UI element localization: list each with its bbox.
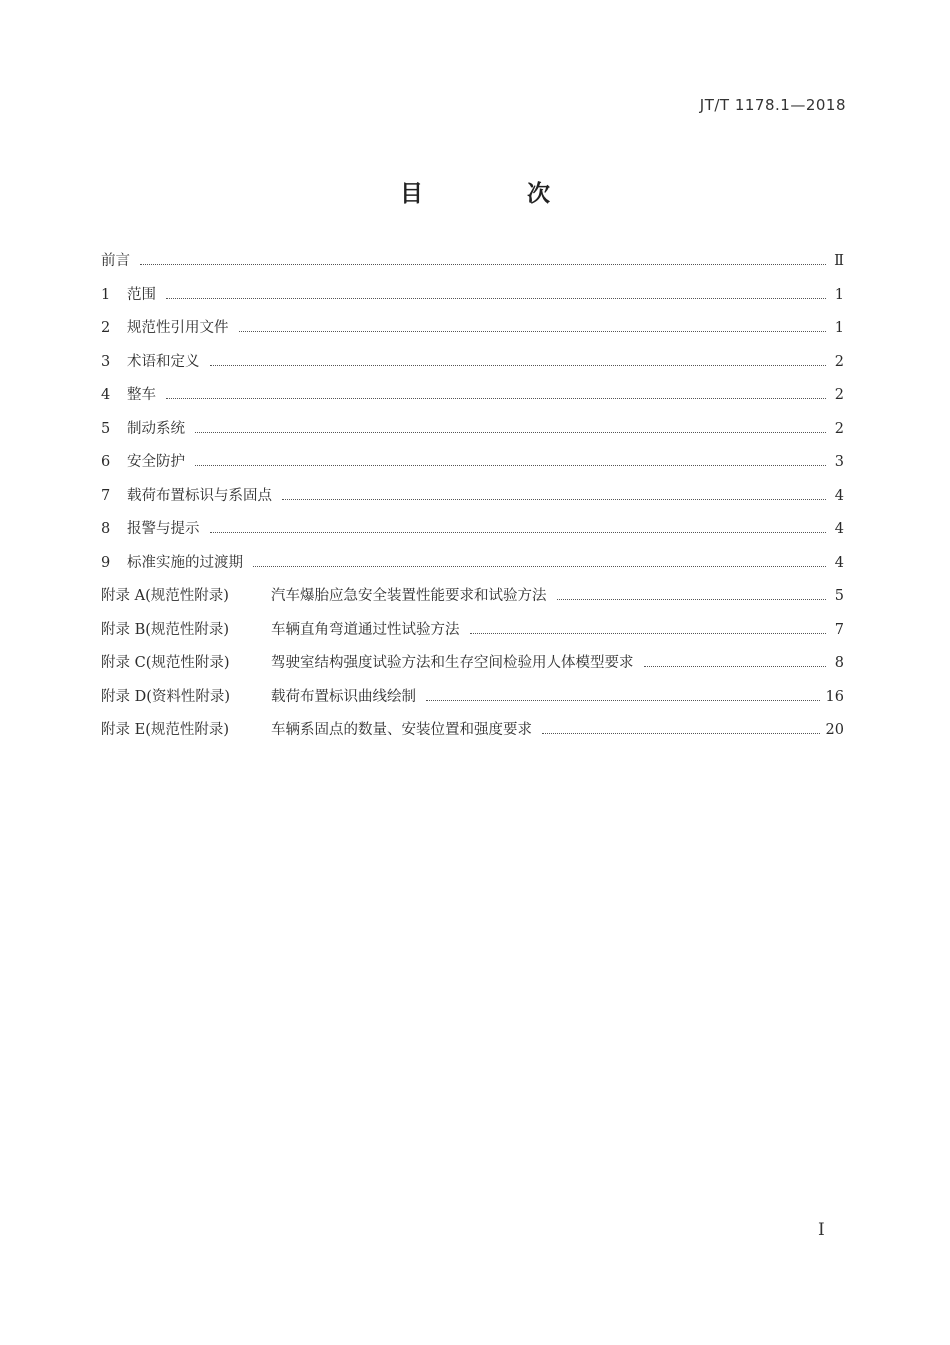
toc-entry-annex-c[interactable] [101, 651, 844, 685]
document-code: JT/T 1178.1—2018 [699, 96, 846, 114]
toc-entry-label: 驾驶室结构强度试验方法和生存空间检验用人体模型要求 [271, 655, 634, 671]
toc-entry-page: 2 [834, 387, 844, 403]
toc-entry-page: 3 [834, 454, 844, 470]
table-of-contents [101, 249, 844, 752]
toc-entry-page: 1 [834, 286, 844, 303]
page-title: 目 次 [399, 181, 598, 207]
toc-entry-annex-a[interactable] [101, 584, 844, 618]
toc-entry-annex-prefix: 附录 C(规范性附录) [101, 655, 230, 671]
toc-entry-foreword[interactable] [101, 249, 844, 283]
toc-entry-label: 标准实施的过渡期 [127, 554, 243, 571]
toc-entry-page: 7 [834, 621, 844, 638]
dot-leader [470, 632, 827, 634]
toc-entry-label: 制动系统 [127, 420, 185, 437]
dot-leader [557, 598, 827, 600]
dot-leader [166, 297, 826, 299]
toc-entry-1[interactable] [101, 283, 844, 317]
toc-entry-number: 7 [101, 487, 111, 504]
toc-entry-label: 载荷布置标识与系固点 [127, 487, 272, 504]
dot-leader [282, 498, 826, 500]
dot-leader [239, 330, 827, 332]
dot-leader [210, 364, 827, 366]
toc-entry-label: 车辆直角弯道通过性试验方法 [271, 621, 460, 638]
toc-entry-9[interactable] [101, 551, 844, 585]
toc-entry-8[interactable] [101, 517, 844, 551]
toc-entry-number: 2 [101, 320, 111, 336]
toc-entry-page: 16 [825, 688, 844, 705]
toc-entry-6[interactable] [101, 450, 844, 484]
toc-entry-page: Ⅱ [834, 253, 844, 269]
toc-entry-page: 5 [834, 588, 844, 604]
toc-entry-page: 2 [834, 353, 844, 370]
dot-leader [195, 431, 826, 433]
dot-leader [140, 263, 826, 265]
toc-entry-label: 汽车爆胎应急安全装置性能要求和试验方法 [271, 588, 547, 604]
toc-entry-annex-prefix: 附录 D(资料性附录) [101, 688, 231, 705]
toc-entry-label: 安全防护 [127, 454, 185, 470]
toc-entry-page: 4 [834, 521, 844, 537]
toc-entry-page: 2 [834, 420, 844, 437]
toc-entry-label: 术语和定义 [127, 353, 200, 370]
toc-entry-annex-prefix: 附录 B(规范性附录) [101, 621, 230, 638]
toc-entry-number: 6 [101, 454, 111, 470]
dot-leader [426, 699, 820, 701]
toc-entry-annex-prefix: 附录 E(规范性附录) [101, 722, 230, 738]
toc-entry-4[interactable] [101, 383, 844, 417]
toc-entry-label: 载荷布置标识曲线绘制 [271, 688, 416, 705]
toc-entry-label: 车辆系固点的数量、安装位置和强度要求 [271, 722, 532, 738]
dot-leader [195, 464, 826, 466]
toc-entry-annex-b[interactable] [101, 618, 844, 652]
toc-entry-label: 范围 [127, 286, 156, 303]
toc-entry-number: 5 [101, 420, 111, 437]
toc-entry-page: 4 [834, 487, 844, 504]
dot-leader [542, 732, 820, 734]
toc-entry-number: 4 [101, 387, 111, 403]
toc-entry-label: 前言 [101, 253, 130, 269]
toc-entry-5[interactable] [101, 417, 844, 451]
toc-entry-annex-d[interactable] [101, 685, 844, 719]
toc-entry-label: 报警与提示 [127, 521, 200, 537]
toc-entry-number: 3 [101, 353, 111, 370]
toc-entry-2[interactable] [101, 316, 844, 350]
toc-entry-7[interactable] [101, 484, 844, 518]
toc-entry-number: 8 [101, 521, 111, 537]
toc-entry-number: 9 [101, 554, 111, 571]
toc-entry-annex-e[interactable] [101, 718, 844, 752]
toc-entry-3[interactable] [101, 350, 844, 384]
page-number: I [818, 1220, 825, 1240]
toc-entry-page: 8 [834, 655, 844, 671]
toc-entry-page: 4 [834, 554, 844, 571]
toc-entry-page: 1 [834, 320, 844, 336]
toc-entry-page: 20 [825, 722, 844, 738]
dot-leader [644, 665, 827, 667]
dot-leader [210, 531, 827, 533]
toc-entry-label: 规范性引用文件 [127, 320, 229, 336]
dot-leader [253, 565, 826, 567]
toc-entry-number: 1 [101, 286, 111, 303]
toc-entry-label: 整车 [127, 387, 156, 403]
toc-entry-annex-prefix: 附录 A(规范性附录) [101, 588, 229, 604]
dot-leader [166, 397, 826, 399]
